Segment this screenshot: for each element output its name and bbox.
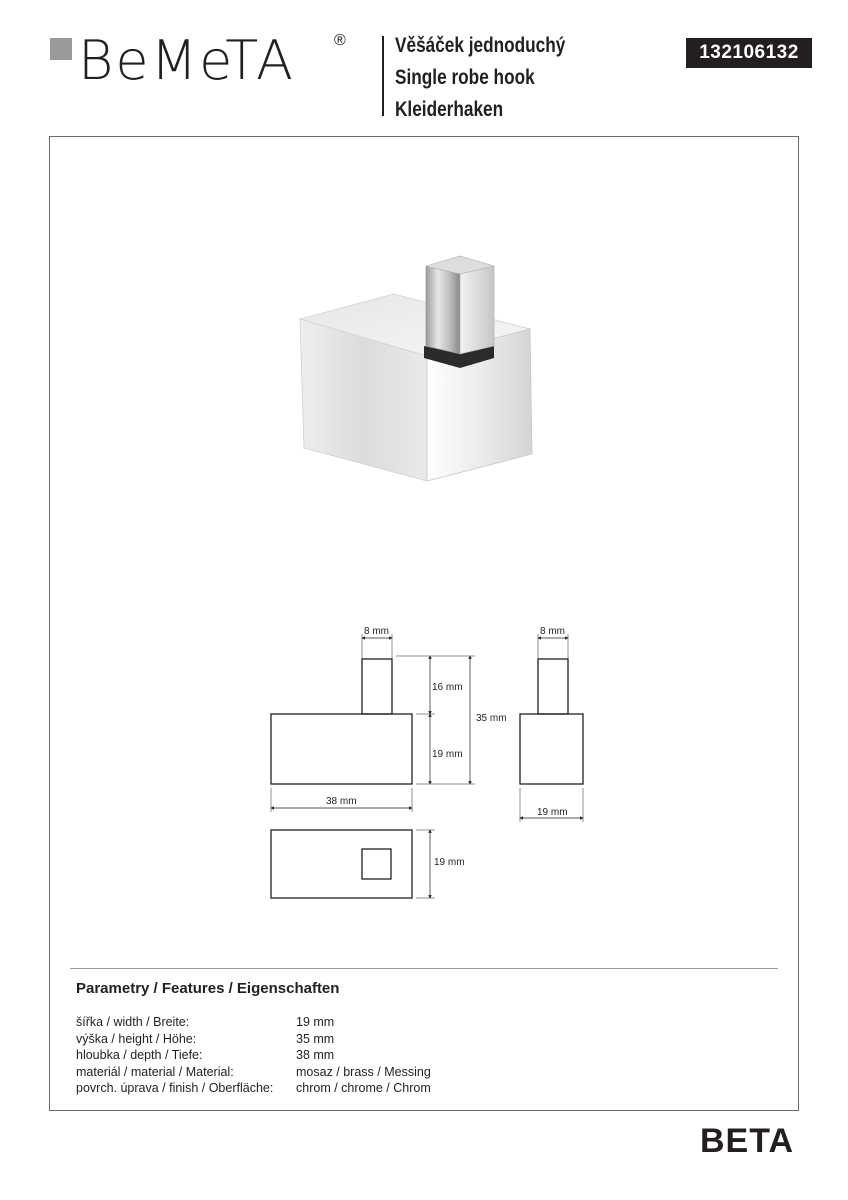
features-divider: [70, 968, 778, 969]
dim-base-height: 19 mm: [432, 749, 463, 760]
features-title: Parametry / Features / Eigenschaften: [76, 980, 340, 997]
side-view-base: [520, 714, 583, 784]
spec-value: chrom / chrome / Chrom: [296, 1081, 431, 1095]
dim-side-stem-width: 8 mm: [540, 626, 565, 637]
header-divider: [382, 36, 384, 116]
dim-total-height: 35 mm: [476, 713, 507, 724]
dim-stem-height: 16 mm: [432, 682, 463, 693]
product-titles: [395, 30, 603, 126]
title-cz: Věšáček jednoduchý: [395, 34, 566, 57]
spec-label: povrch. úprava / finish / Oberfläche:: [76, 1081, 274, 1095]
side-view-stem: [538, 659, 568, 714]
logo-square-mark: [50, 38, 72, 60]
title-en: Single robe hook: [395, 66, 535, 89]
brand-logo: [50, 30, 370, 92]
spec-value: mosaz / brass / Messing: [296, 1064, 431, 1079]
spec-table: [76, 1014, 431, 1097]
spec-label: šířka / width / Breite:: [76, 1015, 190, 1029]
spec-label: výška / height / Höhe:: [76, 1031, 197, 1046]
spec-value: 38 mm: [296, 1048, 335, 1062]
spec-value: 19 mm: [296, 1015, 335, 1029]
registered-mark: ®: [334, 32, 346, 49]
product-image: [282, 236, 552, 506]
spec-label: materiál / material / Material:: [76, 1064, 234, 1079]
dim-front-width: 38 mm: [326, 796, 357, 807]
dim-top-depth: 19 mm: [434, 857, 465, 868]
front-view-stem: [362, 659, 392, 714]
technical-drawing: [230, 612, 590, 912]
dim-front-stem-width: 8 mm: [364, 626, 389, 637]
front-view-base: [271, 714, 412, 784]
product-code-badge: 132106132: [686, 38, 812, 68]
spec-label: hloubka / depth / Tiefe:: [76, 1048, 203, 1062]
series-name: BETA: [700, 1122, 795, 1160]
spec-row-depth: [76, 1047, 431, 1064]
spec-value: 35 mm: [296, 1031, 335, 1046]
spec-row-material: [76, 1064, 431, 1081]
spec-row-width: [76, 1014, 431, 1031]
spec-row-height: [76, 1031, 431, 1048]
logo-wordmark: BeMeTA: [78, 29, 295, 92]
dim-side-width: 19 mm: [537, 807, 568, 818]
top-view-stem: [362, 849, 391, 879]
title-de: Kleiderhaken: [395, 98, 504, 121]
spec-row-finish: [76, 1080, 431, 1097]
